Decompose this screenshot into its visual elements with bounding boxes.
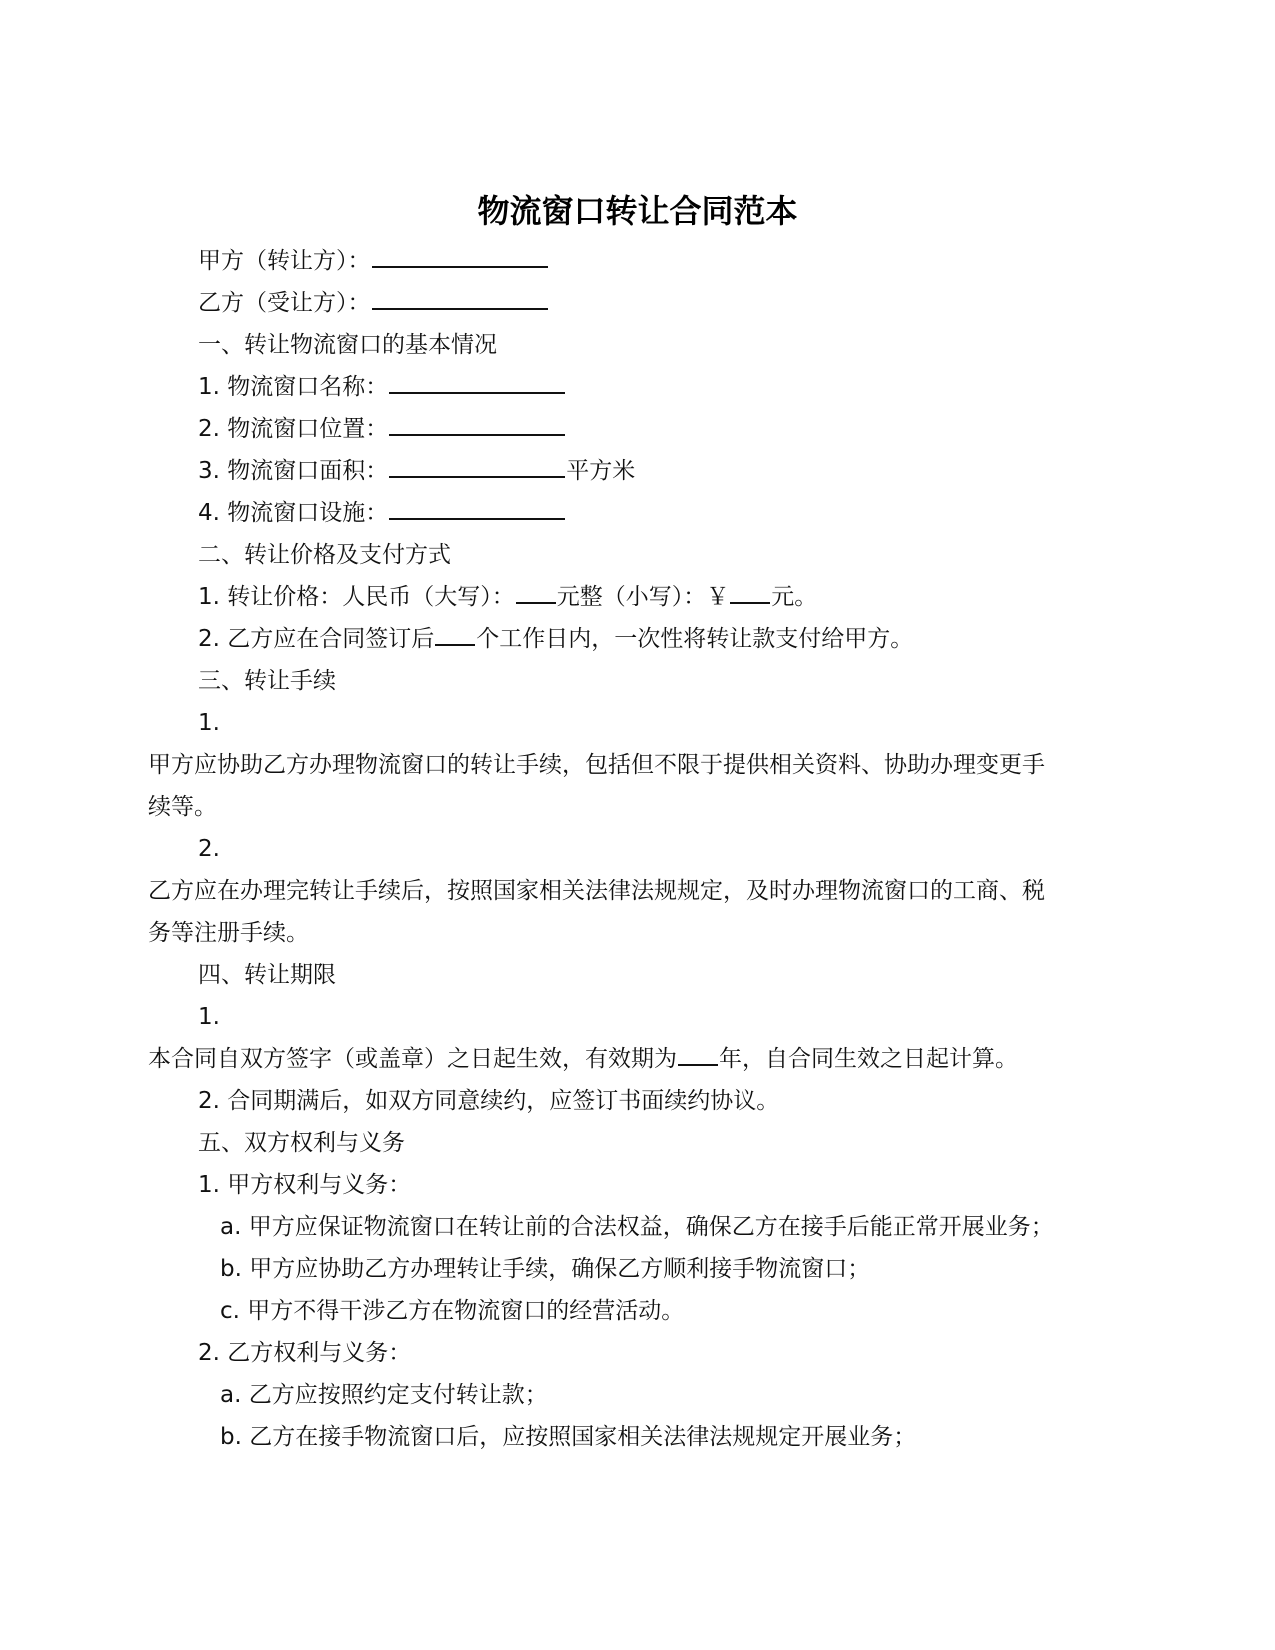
party-a-duties-heading: 1. 甲方权利与义务：: [198, 1172, 412, 1198]
section1-item: [198, 456, 635, 486]
party-a-blank: [372, 246, 548, 268]
section3-item1-text-cont: 续等。: [148, 794, 217, 820]
item-label: 2. 物流窗口位置：: [198, 416, 389, 442]
section1-item: [198, 372, 566, 402]
fill-blank: [730, 582, 770, 604]
price-text: 元。: [771, 584, 818, 610]
section3-item1-number: 1.: [198, 710, 220, 736]
price-text: 1. 转让价格：人民币（大写）：: [198, 584, 515, 610]
party-a-duty-item: b. 甲方应协助乙方办理转让手续，确保乙方顺利接手物流窗口；: [220, 1256, 871, 1282]
section4-item1-number: 1.: [198, 1004, 220, 1030]
fill-blank: [435, 624, 475, 646]
term-text: 本合同自双方签字（或盖章）之日起生效，有效期为: [148, 1046, 677, 1072]
party-a-line: [198, 246, 549, 276]
party-a-duty-item: a. 甲方应保证物流窗口在转让前的合法权益，确保乙方在接手后能正常开展业务；: [220, 1214, 1054, 1240]
party-b-blank: [372, 288, 548, 310]
section3-item2-text: 乙方应在办理完转让手续后，按照国家相关法律法规规定，及时办理物流窗口的工商、税: [148, 878, 1045, 904]
section1-heading: 一、转让物流窗口的基本情况: [198, 332, 497, 358]
party-b-label: 乙方（受让方）：: [198, 290, 371, 316]
section5-heading: 五、双方权利与义务: [198, 1130, 405, 1156]
section4-item2: 2. 合同期满后，如双方同意续约，应签订书面续约协议。: [198, 1088, 780, 1114]
party-b-duties-heading: 2. 乙方权利与义务：: [198, 1340, 412, 1366]
section3-item2-number: 2.: [198, 836, 220, 862]
fill-blank: [389, 414, 565, 436]
item-label: 1. 物流窗口名称：: [198, 374, 389, 400]
party-b-line: [198, 288, 549, 318]
item-label: 3. 物流窗口面积：: [198, 458, 389, 484]
section2-item-payment: [198, 624, 913, 654]
term-text: 年，自合同生效之日起计算。: [719, 1046, 1018, 1072]
payment-text: 个工作日内，一次性将转让款支付给甲方。: [476, 626, 914, 652]
section1-item: [198, 498, 566, 528]
fill-blank: [516, 582, 556, 604]
section4-heading: 四、转让期限: [198, 962, 336, 988]
section1-item: [198, 414, 566, 444]
unit-suffix: 平方米: [566, 458, 636, 484]
section2-item-price: [198, 582, 817, 612]
fill-blank: [389, 498, 565, 520]
section3-heading: 三、转让手续: [198, 668, 336, 694]
section4-item1-text: [148, 1044, 1018, 1074]
party-b-duty-item: a. 乙方应按照约定支付转让款；: [220, 1382, 548, 1408]
party-a-duty-item: c. 甲方不得干涉乙方在物流窗口的经营活动。: [220, 1298, 685, 1324]
fill-blank: [389, 372, 565, 394]
document-title: 物流窗口转让合同范本: [477, 192, 798, 230]
price-text: 元整（小写）：￥: [556, 584, 730, 610]
fill-blank: [678, 1044, 718, 1066]
section2-heading: 二、转让价格及支付方式: [198, 542, 451, 568]
section3-item1-text: 甲方应协助乙方办理物流窗口的转让手续，包括但不限于提供相关资料、协助办理变更手: [148, 752, 1045, 778]
section3-item2-text-cont: 务等注册手续。: [148, 920, 309, 946]
fill-blank: [389, 456, 565, 478]
party-a-label: 甲方（转让方）：: [198, 248, 371, 274]
party-b-duty-item: b. 乙方在接手物流窗口后，应按照国家相关法律法规规定开展业务；: [220, 1424, 917, 1450]
item-label: 4. 物流窗口设施：: [198, 500, 389, 526]
payment-text: 2. 乙方应在合同签订后: [198, 626, 435, 652]
